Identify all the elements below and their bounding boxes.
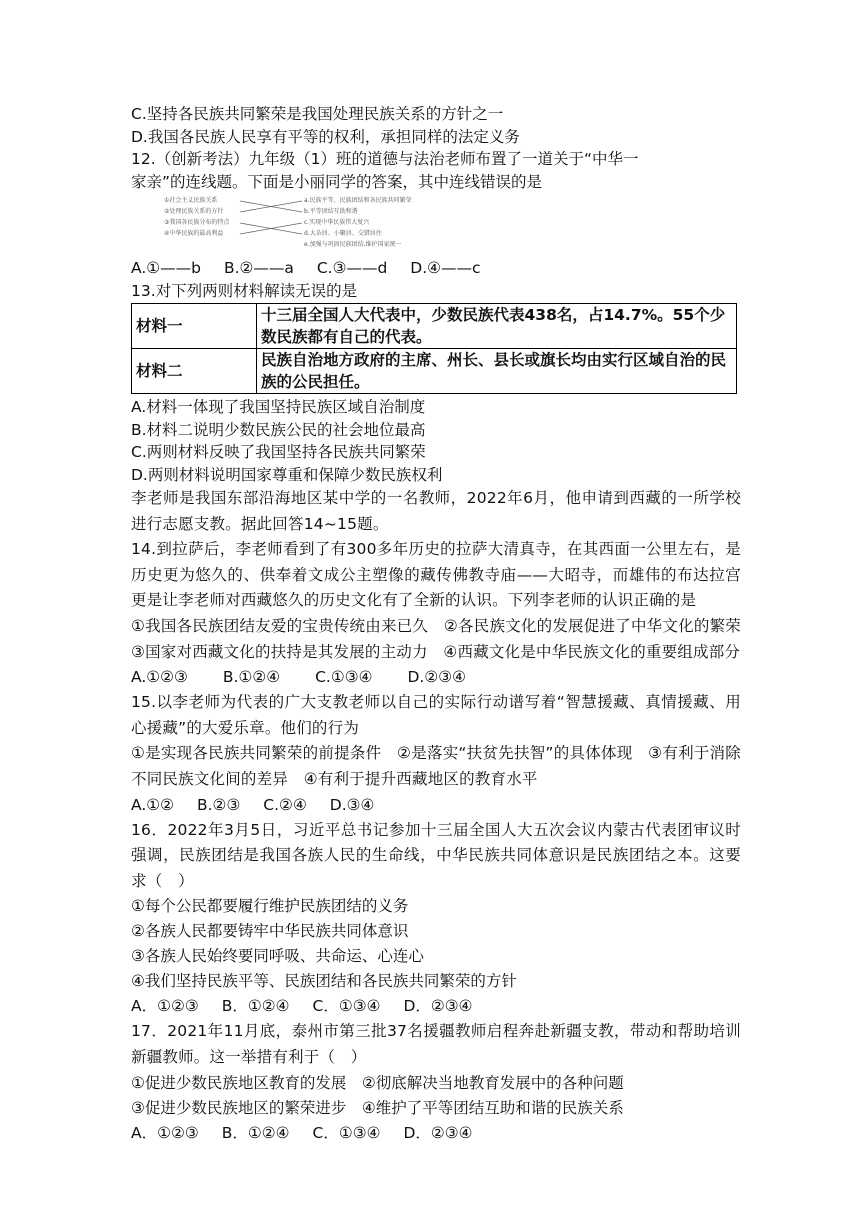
option-d: D.两则材料说明国家尊重和保障少数民族权利 — [131, 465, 443, 484]
option-d: D.④——c — [410, 259, 481, 277]
material-text: 民族自治地方政府的主席、州长、县长或旗长均由实行区域自治的民族的公民担任。 — [257, 349, 737, 394]
option-d: D．②③④ — [403, 1123, 473, 1142]
question-12-options — [131, 257, 741, 280]
question-14-options — [131, 665, 741, 690]
question-15-stem: 15.以李老师为代表的广大支教老师以自己的实际行动谱写着“智慧援藏、真情援藏、用心援藏”的大爱乐章。他们的行为 — [131, 693, 741, 737]
matching-right-item: e.加强与巩固民族团结,维护国家统一 — [304, 241, 402, 248]
option-b: B.材料二说明少数民族公民的社会地位最高 — [131, 420, 426, 439]
option-b: B.②③ — [197, 795, 241, 814]
table-row — [132, 349, 737, 394]
question-15-statements: ①是实现各民族共同繁荣的前提条件 ②是落实“扶贫先扶智”的具体体现 ③有利于消除不同民族文化间的差异 ④有利于提升西藏地区的教育水平 — [131, 744, 741, 788]
matching-left-item: ③我国各民族分布的特点 — [164, 219, 230, 226]
option-b: B．①②④ — [221, 1123, 290, 1142]
matching-right-item: a.民族平等、民族团结和各民族共同繁荣 — [304, 197, 412, 204]
option-c: C.①③④ — [315, 668, 373, 687]
question-12-stem-cont: 家亲”的连线题。下面是小丽同学的答案，其中连线错误的是 — [131, 172, 543, 191]
passage-intro: 李老师是我国东部沿海地区某中学的一名教师，2022年6月，他申请到西藏的一所学校进行志愿支教。据此回答14~15题。 — [131, 489, 741, 533]
question-17-stem: 17．2021年11月底，泰州市第三批37名援疆教师启程奔赴新疆支教，带动和帮助培训新疆教师。这一举措有利于（ ） — [131, 1022, 741, 1066]
option-d: D.②③④ — [407, 668, 467, 687]
question-17-options — [131, 1121, 741, 1146]
statement-4: ④我们坚持民族平等、民族团结和各民族共同繁荣的方针 — [131, 972, 517, 991]
option-b: B.②——a — [223, 259, 294, 277]
option-a: A.①② — [131, 795, 175, 814]
option-a: A.①——b — [131, 259, 201, 277]
statement-3-4: ③促进少数民族地区的繁荣进步 ④维护了平等团结互助和谐的民族关系 — [131, 1098, 624, 1117]
option-a: A.①②③ — [131, 668, 188, 687]
matching-diagram — [164, 195, 464, 253]
option-c: C.两则材料反映了我国坚持各民族共同繁荣 — [131, 443, 426, 461]
option-b: B．①②④ — [221, 997, 290, 1016]
option-c: C.②④ — [263, 795, 307, 814]
question-13-stem: 13.对下列两则材料解读无误的是 — [131, 281, 358, 300]
matching-left-item: ②处理民族关系的方针 — [164, 208, 224, 215]
option-c: C．①③④ — [312, 997, 381, 1016]
question-12-stem: 12.（创新考法）九年级（1）班的道德与法治老师布置了一道关于“中华一 — [131, 150, 639, 168]
matching-right-item: d.大杂居、小聚居、交错居住 — [304, 230, 382, 237]
statement-3: ③各族人民始终要同呼吸、共命运、心连心 — [131, 947, 424, 966]
matching-right-item: b.平等团结互助和谐 — [304, 208, 358, 215]
statement-1: ①每个公民都要履行维护民族团结的义务 — [131, 897, 409, 916]
option-c: C．①③④ — [312, 1123, 381, 1142]
option-d: D.③④ — [329, 795, 375, 814]
material-label: 材料二 — [132, 349, 257, 394]
option-line: D.我国各民族人民享有平等的权利，承担同样的法定义务 — [131, 127, 520, 146]
option-c: C.③——d — [316, 259, 388, 277]
option-a: A．①②③ — [131, 1123, 199, 1142]
statement-1-2: ①促进少数民族地区教育的发展 ②彻底解决当地教育发展中的各种问题 — [131, 1073, 624, 1092]
exam-page — [131, 103, 757, 1146]
option-b: B.①②④ — [222, 668, 281, 687]
statement-2: ②各族人民都要铸牢中华民族共同体意识 — [131, 922, 409, 941]
question-15-options — [131, 793, 741, 818]
option-line: C.坚持各民族共同繁荣是我国处理民族关系的方针之一 — [131, 105, 504, 123]
matching-lines — [164, 195, 464, 253]
matching-right-item: c.实现中华民族伟大复兴 — [304, 219, 370, 226]
matching-left-item: ④中华民族的最高利益 — [164, 230, 224, 237]
question-14-stem: 14.到拉萨后，李老师看到了有300多年历史的拉萨大清真寺，在其西面一公里左右，是历史更为悠久的、供奉着文成公主塑像的藏传佛教寺庙——大昭寺，而雄伟的布达拉宫更是让李老师对西藏悠久的历史文化有了全新的认识。下列李老师的认识正确的是 — [131, 540, 741, 610]
material-label: 材料一 — [132, 304, 257, 349]
option-a: A．①②③ — [131, 997, 199, 1016]
table-row — [132, 304, 737, 349]
material-text: 十三届全国人大代表中，少数民族代表438名，占14.7%。55个少数民族都有自己的代表。 — [257, 304, 737, 349]
question-16-options — [131, 994, 741, 1019]
question-16-stem: 16．2022年3月5日，习近平总书记参加十三届全国人大五次会议内蒙古代表团审议时强调，民族团结是我国各族人民的生命线，中华民族共同体意识是民族团结之本。这要求（ ） — [131, 820, 741, 890]
matching-left-item: ①社会主义民族关系 — [164, 197, 218, 204]
question-14-statements: ①我国各民族团结友爱的宝贵传统由来已久 ②各民族文化的发展促进了中华文化的繁荣 ③国家对西藏文化的扶持是其发展的主动力 ④西藏文化是中华民族文化的重要组成部分 — [131, 616, 757, 661]
option-d: D．②③④ — [403, 997, 473, 1016]
materials-table — [131, 303, 737, 394]
option-a: A.材料一体现了我国坚持民族区域自治制度 — [131, 398, 426, 416]
